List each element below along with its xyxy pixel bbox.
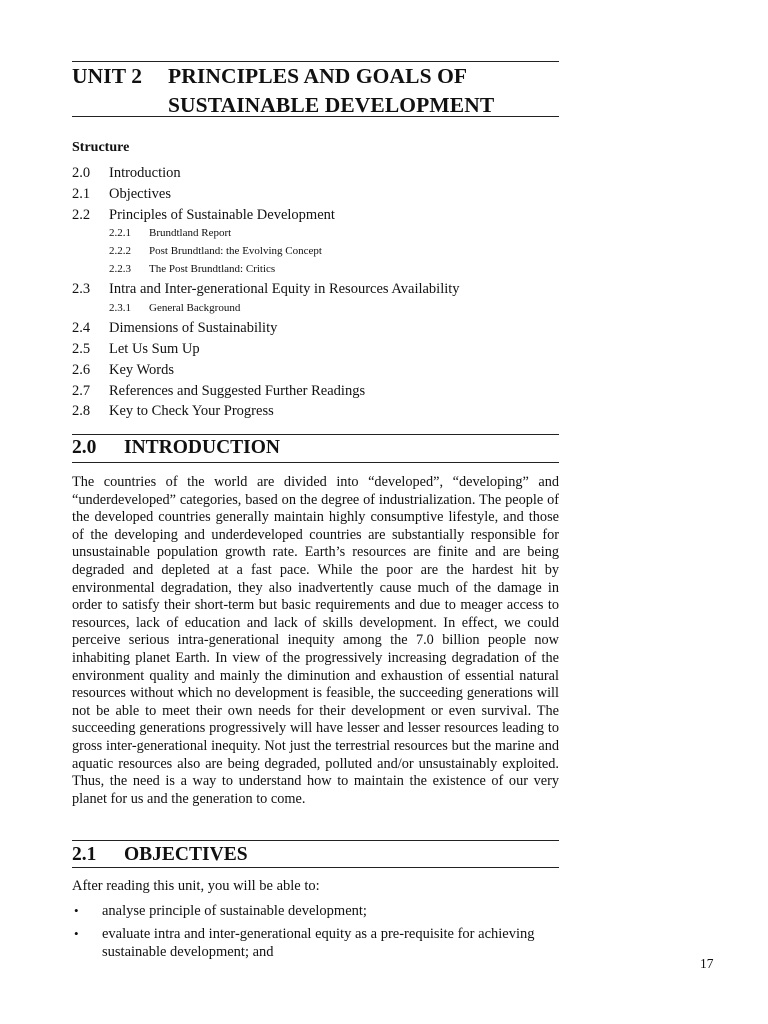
toc-title: Dimensions of Sustainability — [109, 320, 278, 337]
toc-number: 2.3.1 — [109, 302, 131, 315]
list-item — [72, 902, 559, 920]
introduction-paragraph: The countries of the world are divided into “developed”, “developing” and “underdeveloped” categories, based on the degree of industrialization. The people of the developed countries generally maintain highly consumptive lifestyle, and those of the developing and underdeveloped countries are substantially responsible for unsustainable population growth rate. Earth’s resources are finite and are being degraded and depleted at a fast pace. While the poor are the hardest hit by environmental degradation, they also inadvertently cause much of the damage in order to satisfy their short-term but basic requirements and due to meager access to resources, lack of education and lack of skills development. In effect, we could perceive serious intra-generational inequity among the 7.0 billion people now inhabiting planet Earth. In view of the progressively increasing degradation of the environment quality and mainly the diminution and exhaustion of essential natural resources without which no development is feasible, the succeeding generations will not be able to meet their own needs for their development or even survival. The succeeding generations progressively will have lesser and lesser resources leading to gross inter-generational inequity. Not just the terrestrial resources but the marine and aquatic resources also are being degraded, polluted and/or unsustainably exploited. Thus, the need is a way to understand how to maintain the existence of our very planet for us and the generation to come. — [72, 474, 559, 807]
unit-title-line-2: SUSTAINABLE DEVELOPMENT — [168, 93, 495, 117]
section-number: 2.1 — [72, 844, 97, 865]
toc-number: 2.5 — [72, 341, 91, 357]
list-item-text: analyse principle of sustainable development; — [102, 903, 367, 919]
toc-number: 2.0 — [72, 165, 91, 181]
toc-title: The Post Brundtland: Critics — [149, 263, 276, 276]
structure-heading: Structure — [72, 140, 130, 155]
section-number: 2.0 — [72, 437, 97, 458]
toc-number: 2.2.3 — [109, 263, 131, 276]
toc-number: 2.3 — [72, 281, 91, 298]
intro-bottom-rule — [72, 462, 559, 463]
objectives-intro: After reading this unit, you will be able to: — [72, 878, 320, 894]
unit-title-line-1: PRINCIPLES AND GOALS OF — [168, 64, 468, 88]
toc-title: General Background — [149, 302, 241, 315]
toc-title: Introduction — [109, 165, 181, 181]
toc-number: 2.4 — [72, 320, 91, 337]
toc-title: Objectives — [109, 185, 172, 202]
toc-title: Principles of Sustainable Development — [109, 206, 335, 223]
bullet-icon: • — [74, 903, 79, 918]
toc-title: References and Suggested Further Readings — [109, 382, 366, 399]
toc-title: Key to Check Your Progress — [109, 403, 274, 420]
toc-title: Brundtland Report — [149, 227, 232, 240]
toc-number: 2.1 — [72, 185, 91, 202]
toc-title: Key Words — [109, 361, 175, 378]
page-number: 17 — [700, 956, 714, 971]
bullet-icon: • — [74, 926, 79, 941]
toc-title: Post Brundtland: the Evolving Concept — [149, 245, 322, 258]
unit-number: UNIT 2 — [72, 64, 143, 88]
objectives-bottom-rule — [72, 867, 559, 868]
toc-number: 2.2.1 — [109, 227, 131, 240]
list-item-text: evaluate intra and inter-generational equity as a pre-requisite for achieving sustainable development; and — [102, 926, 535, 960]
toc-number: 2.6 — [72, 361, 91, 378]
toc-number: 2.2 — [72, 206, 91, 223]
intro-top-rule — [72, 434, 559, 435]
objectives-top-rule — [72, 840, 559, 841]
section-title: OBJECTIVES — [124, 844, 248, 865]
section-title: INTRODUCTION — [124, 437, 281, 458]
list-item — [72, 925, 559, 961]
objectives-list — [72, 902, 559, 966]
toc-number: 2.2.2 — [109, 245, 131, 258]
toc-title: Intra and Inter-generational Equity in Resources Availability — [109, 281, 460, 298]
toc-title: Let Us Sum Up — [109, 341, 200, 357]
toc-number: 2.8 — [72, 403, 91, 420]
toc-number: 2.7 — [72, 382, 91, 399]
title-bottom-rule — [72, 116, 559, 117]
